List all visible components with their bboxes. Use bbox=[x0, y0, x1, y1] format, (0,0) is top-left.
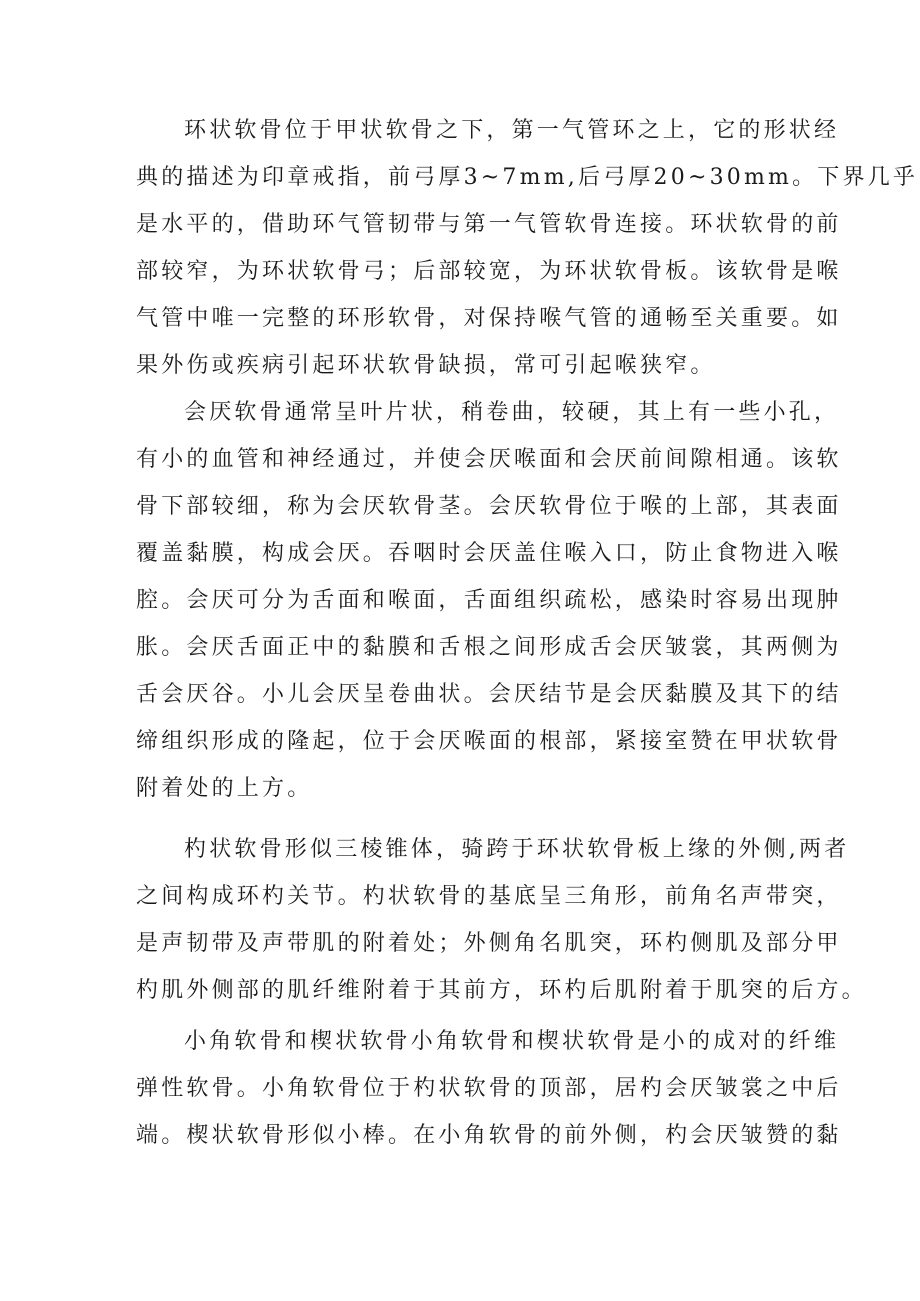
paragraph-2-line-5: 腔。会厌可分为舌面和喉面，舌面组织疏松，感染时容易出现肿 bbox=[136, 588, 842, 613]
paragraph-2-line-7: 舌会厌谷。小儿会厌呈卷曲状。会厌结节是会厌黏膜及其下的结 bbox=[136, 682, 842, 707]
paragraph-4-line-3: 端。楔状软骨形似小棒。在小角软骨的前外侧，杓会厌皱赞的黏 bbox=[136, 1123, 842, 1148]
paragraph-2-line-4: 覆盖黏膜，构成会厌。吞咽时会厌盖住喉入口，防止食物进入喉 bbox=[136, 541, 842, 566]
paragraph-1-line-3: 是水平的，借助环气管韧带与第一气管软骨连接。环状软骨的前 bbox=[136, 212, 842, 237]
paragraph-2-line-1: 会厌软骨通常呈叶片状，稍卷曲，较硬，其上有一些小孔， bbox=[184, 400, 840, 425]
paragraph-1-line-6: 果外伤或疾病引起环状软骨缺损，常可引起喉狭窄。 bbox=[136, 353, 716, 378]
paragraph-1-line-4: 部较窄，为环状软骨弓；后部较宽，为环状软骨板。该软骨是喉 bbox=[136, 259, 842, 284]
paragraph-2-line-9: 附着处的上方。 bbox=[136, 776, 313, 801]
paragraph-4-line-1: 小角软骨和楔状软骨小角软骨和楔状软骨是小的成对的纤维 bbox=[184, 1029, 840, 1054]
paragraph-3-line-1: 杓状软骨形似三棱锥体，骑跨于环状软骨板上缘的外侧,两者 bbox=[184, 837, 850, 862]
paragraph-1-line-5: 气管中唯一完整的环形软骨，对保持喉气管的通畅至关重要。如 bbox=[136, 306, 842, 331]
paragraph-1-line-1: 环状软骨位于甲状软骨之下，第一气管环之上，它的形状经 bbox=[184, 118, 840, 143]
paragraph-4-line-2: 弹性软骨。小角软骨位于杓状软骨的顶部，居杓会厌皱裳之中后 bbox=[136, 1076, 842, 1101]
paragraph-2-line-6: 胀。会厌舌面正中的黏膜和舌根之间形成舌会厌皱裳，其两侧为 bbox=[136, 635, 842, 660]
paragraph-2-line-8: 缔组织形成的隆起，位于会厌喉面的根部，紧接室赞在甲状软骨 bbox=[136, 729, 842, 754]
paragraph-2-line-3: 骨下部较细，称为会厌软骨茎。会厌软骨位于喉的上部，其表面 bbox=[136, 494, 842, 519]
paragraph-1-line-2: 典的描述为印章戒指，前弓厚3~7mm,后弓厚20~30mm。下界几乎 bbox=[136, 165, 919, 190]
paragraph-3-line-2: 之间构成环杓关节。杓状软骨的基底呈三角形，前角名声带突， bbox=[136, 884, 842, 909]
paragraph-3-line-4: 杓肌外侧部的肌纤维附着于其前方，环杓后肌附着于肌突的后方。 bbox=[136, 978, 867, 1003]
paragraph-2-line-2: 有小的血管和神经通过，并使会厌喉面和会厌前间隙相通。该软 bbox=[136, 447, 842, 472]
paragraph-3-line-3: 是声韧带及声带肌的附着处；外侧角名肌突，环杓侧肌及部分甲 bbox=[136, 931, 842, 956]
